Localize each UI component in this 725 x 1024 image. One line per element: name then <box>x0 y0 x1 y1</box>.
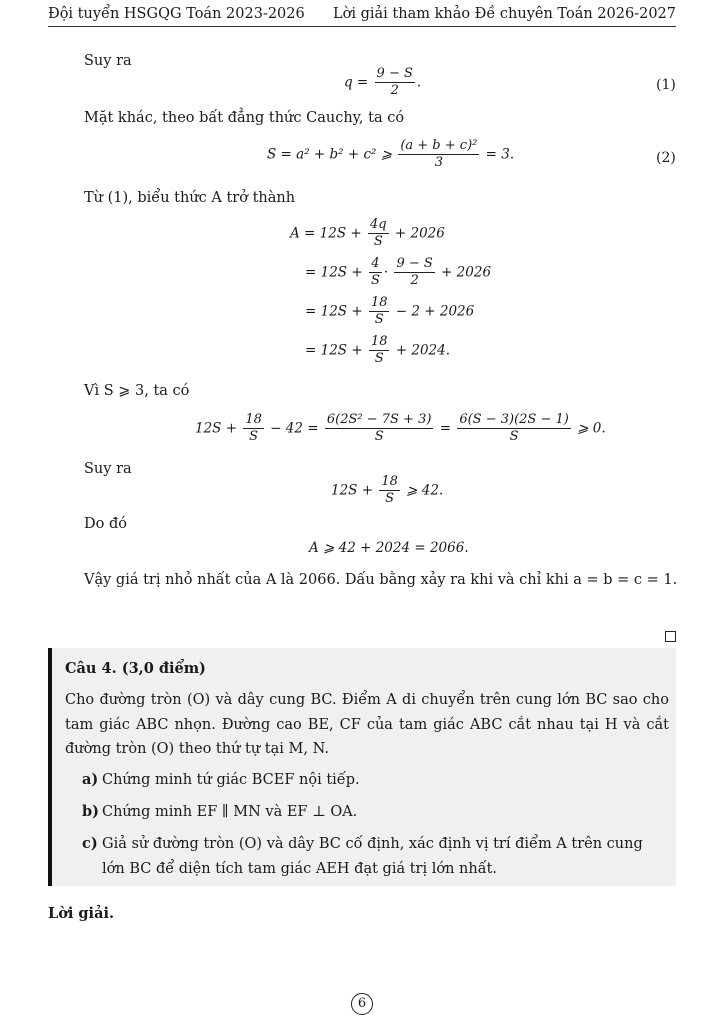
eq3-num1: 18 <box>245 412 262 427</box>
page-header <box>48 6 676 27</box>
equation-2-tag: (2) <box>656 150 676 166</box>
align-l2-den1: S <box>370 272 380 288</box>
item-a-text: Chứng minh tứ giác BCEF nội tiếp. <box>102 772 360 788</box>
header-right-title: Lời giải tham khảo Đề chuyên Toán 2026-2027 <box>332 6 676 22</box>
problem-statement: Cho đường tròn (O) và dây cung BC. Điểm A di chuyển trên cung lớn BC sao cho tam giác ABC nhọn. Đường cao BE, CF của tam giác ABC cắt nhau tại H và cắt đường tròn (O) theo thứ tự tại M, N. <box>65 692 669 757</box>
solution-label: Lời giải. <box>48 905 115 922</box>
align-l1-den: S <box>368 233 389 250</box>
align-l4-den: S <box>369 350 390 367</box>
item-c-label: c) <box>82 835 98 852</box>
eq3-fraction-2 <box>325 413 434 445</box>
text-vi: Vì S ⩾ 3, ta có <box>84 383 190 399</box>
align-l3-b: − 2 + 2026 <box>395 303 475 320</box>
text-tu-1: Từ (1), biểu thức A trở thành <box>84 190 296 206</box>
align-l4-fraction <box>369 335 390 367</box>
align-l2-num1: 4 <box>371 256 380 271</box>
eq2-lhs: S = a² + b² + c² ⩾ <box>267 146 393 163</box>
eq3-c: = <box>439 420 452 437</box>
align-l4-a: = 12S + <box>305 342 363 359</box>
align-line-2 <box>305 257 491 289</box>
align-l2-a: = 12S + <box>305 264 363 281</box>
page-number: 6 <box>351 993 373 1015</box>
align-line-1 <box>290 218 445 250</box>
eq1-num: 9 − S <box>376 66 413 81</box>
eq3-den1: S <box>243 428 264 445</box>
equation-4 <box>331 475 443 507</box>
equation-1-tag: (1) <box>656 77 676 93</box>
text-suy-ra-1: Suy ra <box>84 53 132 69</box>
align-l1-fraction <box>368 218 389 250</box>
align-line-3 <box>305 296 474 328</box>
align-l1-b: + 2026 <box>394 225 445 242</box>
align-l1-a: A = 12S + <box>290 225 362 242</box>
text-do-do: Do đó <box>84 516 127 532</box>
eq2-tail: = 3. <box>485 146 515 163</box>
eq3-a: 12S + <box>195 420 238 437</box>
equation-2 <box>267 139 514 171</box>
eq3-fraction-1 <box>243 413 264 445</box>
text-conclusion: Vậy giá trị nhỏ nhất của A là 2066. Dấu bằng xảy ra khi và chỉ khi a = b = c = 1. <box>84 572 678 588</box>
align-l2-fraction-2 <box>394 257 434 289</box>
item-c-text: Giả sử đường tròn (O) và dây BC cố định, xác định vị trí điểm A trên cung lớn BC để diện tích tam giác AEH đạt giá trị lớn nhất. <box>102 836 643 877</box>
eq1-tail: . <box>416 74 422 91</box>
eq3-den2: S <box>325 428 434 445</box>
eq2-den: 3 <box>398 154 479 171</box>
align-l2-dot: · <box>383 264 389 281</box>
eq4-a: 12S + <box>331 482 374 499</box>
equation-3 <box>195 413 606 445</box>
item-a-label: a) <box>82 771 99 788</box>
problem-item-a <box>82 768 670 793</box>
problem-item-c <box>82 832 670 881</box>
eq4-b: ⩾ 42. <box>406 482 444 499</box>
eq4-den: S <box>379 490 400 507</box>
eq2-fraction <box>398 139 479 171</box>
eq3-num3: 6(S − 3)(2S − 1) <box>459 412 569 427</box>
equation-1 <box>344 67 421 99</box>
align-l4-b: + 2024. <box>395 342 451 359</box>
align-l3-num: 18 <box>370 295 388 310</box>
align-l2-num2: 9 − S <box>396 256 433 271</box>
header-left-title: Đội tuyển HSGQG Toán 2023-2026 <box>48 6 305 22</box>
align-l1-num: 4q <box>369 217 387 232</box>
eq4-num: 18 <box>381 474 398 489</box>
text-suy-ra-2: Suy ra <box>84 461 132 477</box>
qed-square-icon <box>665 631 676 642</box>
eq2-num: (a + b + c)² <box>400 138 478 153</box>
eq3-den3: S <box>457 428 571 445</box>
item-b-text: Chứng minh EF ∥ MN và EF ⊥ OA. <box>102 804 358 820</box>
eq1-lhs: q = <box>344 74 369 91</box>
eq1-den: 2 <box>375 82 415 99</box>
align-line-4 <box>305 335 450 367</box>
align-l3-den: S <box>369 311 390 328</box>
align-l2-fraction-1 <box>369 257 382 289</box>
eq1-fraction <box>375 67 415 99</box>
eq3-num2: 6(2S² − 7S + 3) <box>326 412 432 427</box>
eq3-fraction-3 <box>457 413 571 445</box>
equation-5: A ⩾ 42 + 2024 = 2066. <box>309 540 469 556</box>
problem-item-b <box>82 800 670 825</box>
eq3-d: ⩾ 0. <box>577 420 606 437</box>
align-l2-b: + 2026 <box>441 264 492 281</box>
item-b-label: b) <box>82 803 99 820</box>
eq3-b: − 42 = <box>270 420 319 437</box>
align-l2-den2: 2 <box>394 272 434 289</box>
align-l3-a: = 12S + <box>305 303 363 320</box>
text-mat-khac: Mặt khác, theo bất đẳng thức Cauchy, ta có <box>84 110 405 126</box>
eq4-fraction <box>379 475 400 507</box>
problem-title: Câu 4. (3,0 điểm) <box>65 660 206 677</box>
align-l3-fraction <box>369 296 390 328</box>
align-l4-num: 18 <box>370 334 388 349</box>
problem-box <box>48 648 676 886</box>
